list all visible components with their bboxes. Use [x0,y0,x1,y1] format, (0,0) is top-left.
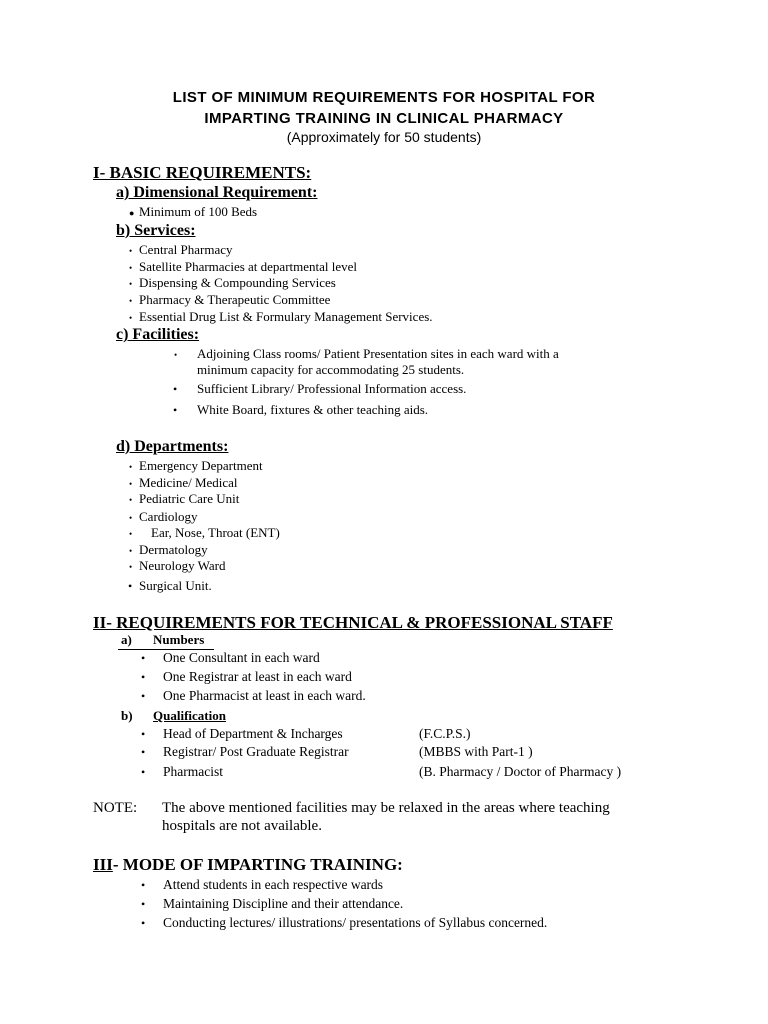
note-text-line-1: The above mentioned facilities may be relaxed in the areas where teaching [162,800,610,816]
bullet-icon: • [129,495,133,505]
bullet-icon: • [141,878,146,892]
bullet-icon: • [129,279,133,289]
note-label: NOTE: [93,800,138,816]
list-item: Attend students in each respective wards [163,877,384,892]
section-3-numeral: III [93,855,113,874]
bullet-icon: • [141,765,146,779]
qualification-value: (F.C.P.S.) [419,726,471,741]
bullet-icon: • [141,897,146,911]
section-1c-heading: c) Facilities: [116,326,200,343]
bullet-icon: • [141,670,146,684]
bullet-icon: • [129,529,133,539]
section-1a-heading: a) Dimensional Requirement: [116,184,318,201]
list-item: Surgical Unit. [139,578,212,593]
bullet-icon: • [173,382,178,396]
list-item: Medicine/ Medical [139,475,238,490]
section-2-heading: II- REQUIREMENTS FOR TECHNICAL & PROFESSIONAL STAFF [93,613,613,632]
note-text-line-2: hospitals are not available. [162,818,322,834]
list-item: Essential Drug List & Formulary Management Services. [139,309,433,324]
list-item: One Consultant in each ward [163,650,320,665]
section-2b-label: b) [121,708,133,723]
bullet-icon: • [141,651,146,665]
bullet-icon: ● [129,208,135,218]
section-3-heading-text: - MODE OF IMPARTING TRAINING: [112,855,403,874]
qualification-role: Pharmacist [163,764,223,779]
list-item: Cardiology [139,509,198,524]
list-item: Neurology Ward [139,558,226,573]
list-item: Central Pharmacy [139,242,233,257]
bullet-icon: • [129,263,133,273]
bullet-icon: • [141,745,146,759]
bullet-icon: • [141,916,146,930]
bullet-icon: • [129,313,133,323]
list-item: One Pharmacist at least in each ward. [163,688,366,703]
list-item: Pharmacy & Therapeutic Committee [139,292,331,307]
document-subtitle: (Approximately for 50 students) [286,129,482,145]
section-2b-heading-text: Qualification [153,708,226,723]
section-2a-label: a) [121,632,132,647]
list-item: Satellite Pharmacies at departmental level [139,259,358,274]
section-1b-heading: b) Services: [116,222,196,239]
section-2a-heading: Numbers [153,632,205,647]
bullet-icon: • [129,546,133,556]
bullet-icon: • [129,479,133,489]
list-item-continuation: minimum capacity for accommodating 25 students. [197,362,465,377]
section-3-heading [93,855,403,875]
qualification-role: Registrar/ Post Graduate Registrar [163,744,349,759]
section-1d-heading: d) Departments: [116,438,229,455]
list-item: Dispensing & Compounding Services [139,275,336,290]
list-item: White Board, fixtures & other teaching aids. [197,402,429,417]
bullet-icon: • [129,462,133,472]
list-item: Adjoining Class rooms/ Patient Presentation sites in each ward with a [197,346,559,361]
bullet-icon: • [141,727,146,741]
bullet-icon: • [129,296,133,306]
list-item: Ear, Nose, Throat (ENT) [151,525,280,540]
bullet-icon: • [128,579,133,593]
bullet-icon: • [173,403,178,417]
bullet-icon: • [174,350,178,360]
list-item: Maintaining Discipline and their attendance. [163,896,404,911]
list-item: Dermatology [139,542,208,557]
qualification-value: (MBBS with Part-1 ) [419,744,533,759]
list-item: One Registrar at least in each ward [163,669,352,684]
qualification-role: Head of Department & Incharges [163,726,343,741]
list-item: Pediatric Care Unit [139,491,240,506]
bullet-icon: • [129,513,133,523]
bullet-icon: • [129,246,133,256]
qualification-value: (B. Pharmacy / Doctor of Pharmacy ) [419,764,622,779]
bullet-icon: • [129,562,133,572]
bullet-icon: • [141,689,146,703]
section-2b-heading [153,708,226,724]
document-title-line-1: LIST OF MINIMUM REQUIREMENTS FOR HOSPITAL FOR [172,89,596,106]
list-item: Minimum of 100 Beds [139,204,258,219]
list-item: Emergency Department [139,458,263,473]
document-title-line-2: IMPARTING TRAINING IN CLINICAL PHARMACY [204,110,564,127]
list-item: Sufficient Library/ Professional Information access. [197,381,467,396]
section-1-heading: I- BASIC REQUIREMENTS: [93,163,312,182]
list-item: Conducting lectures/ illustrations/ presentations of Syllabus concerned. [163,915,548,930]
